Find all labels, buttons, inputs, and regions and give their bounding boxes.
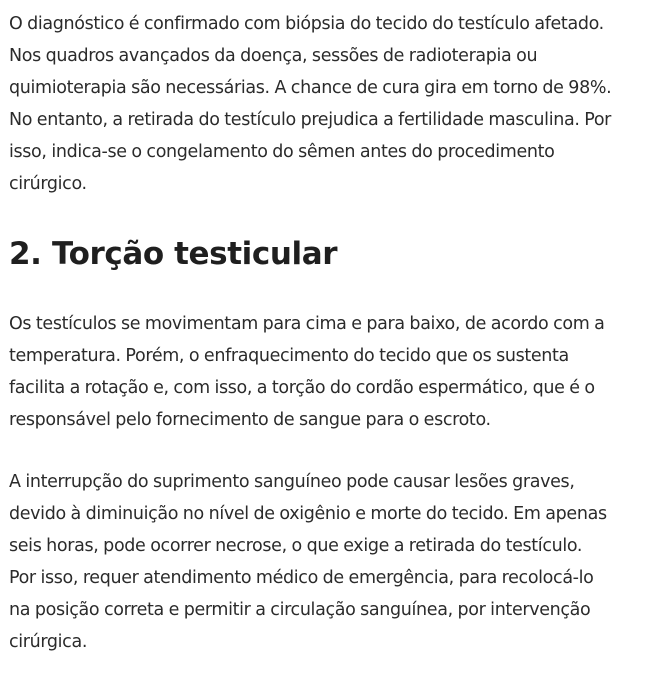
paragraph-blood-supply [9, 466, 607, 658]
text-line: O diagnóstico é confirmado com biópsia do tecido do testículo afetado. [9, 14, 604, 34]
text-line: Nos quadros avançados da doença, sessões de radioterapia ou [9, 46, 538, 66]
text-line: cirúrgica. [9, 632, 88, 652]
text-line: No entanto, a retirada do testículo prejudica a fertilidade masculina. Por [9, 110, 612, 130]
text-line: temperatura. Porém, o enfraquecimento do tecido que os sustenta [9, 346, 569, 366]
text-line: isso, indica-se o congelamento do sêmen antes do procedimento [9, 142, 555, 162]
text-line: quimioterapia são necessárias. A chance de cura gira em torno de 98%. [9, 78, 612, 98]
text-line: A interrupção do suprimento sanguíneo pode causar lesões graves, [9, 472, 575, 492]
text-line: Os testículos se movimentam para cima e para baixo, de acordo com a [9, 314, 605, 334]
paragraph-diagnosis [9, 8, 611, 200]
text-line: facilita a rotação e, com isso, a torção do cordão espermático, que é o [9, 378, 595, 398]
text-line: Por isso, requer atendimento médico de emergência, para recolocá-lo [9, 568, 594, 588]
text-line: devido à diminuição no nível de oxigênio e morte do tecido. Em apenas [9, 504, 607, 524]
text-line: responsável pelo fornecimento de sangue para o escroto. [9, 410, 491, 430]
section-heading: 2. Torção testicular [9, 236, 338, 272]
text-line: na posição correta e permitir a circulação sanguínea, por intervenção [9, 600, 591, 620]
text-line: cirúrgico. [9, 174, 87, 194]
text-line: seis horas, pode ocorrer necrose, o que exige a retirada do testículo. [9, 536, 583, 556]
paragraph-testicles-movement [9, 308, 605, 436]
